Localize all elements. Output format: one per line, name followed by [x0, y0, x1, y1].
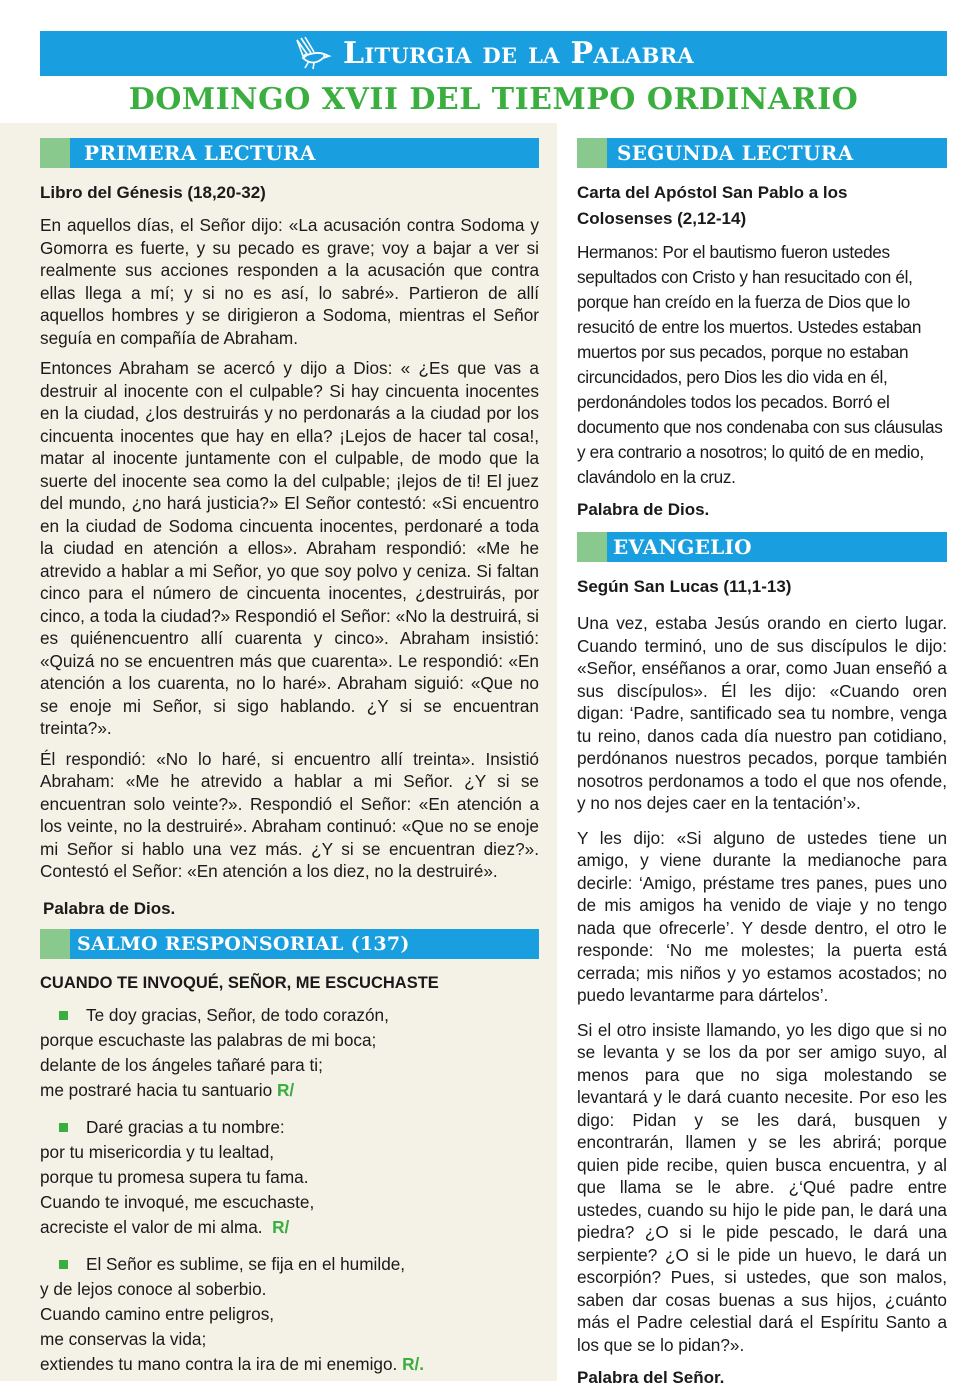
psalm-verse-line: Te doy gracias, Señor, de todo corazón, [86, 1004, 389, 1025]
primera-lectura-header [40, 138, 539, 168]
psalm-verse-line: El Señor es sublime, se fija en el humilde, [86, 1253, 406, 1274]
psalm-verse-line: delante de los ángeles tañaré para ti; [40, 1054, 323, 1075]
right-column [577, 138, 947, 1398]
evangelio-header [577, 532, 947, 562]
page-title: Liturgia de la Palabra [343, 36, 694, 71]
evangelio-title: EVANGELIO [607, 532, 947, 562]
segunda-lectura-paragraph: Hermanos: Por el bautismo fueron ustedes sepultados con Cristo y han resucitado con él, porque han creído en la fuerza de Dios que lo resucitó de entre los muertos. Ustedes estaban muertos por sus pecados, porque no estaban circuncidados, pero Dios les dio vida en él, perdonándoles todos los pecados. Borró el documento que nos condenaba con sus cláusulas y era contrario a nosotros; lo quitó de en medio, clavándolo en la cruz. [577, 242, 943, 487]
salmo-title: SALMO RESPONSORIAL (137) [70, 929, 539, 959]
primera-lectura-closing: Palabra de Dios. [43, 898, 176, 918]
evangelio-paragraph: Y les dijo: «Si alguno de ustedes tiene un amigo, y viene durante la medianoche para decirle: ‘Amigo, préstame tres panes, pues uno de mis amigos ha venido de viaje y no tengo nada que ofrecerle’. Y desde dentro, el otro le responde: ‘No me molestes; la puerta está cerrada; mis niños y yo estamos acostados; no puedo levantarme para dártelos’. [577, 827, 947, 1005]
header-green-block [577, 532, 607, 562]
salmo-stanza [40, 1115, 539, 1240]
psalm-response-marker: R/ [272, 1216, 290, 1237]
segunda-lectura-title: SEGUNDA LECTURA [607, 138, 947, 168]
page-subtitle: DOMINGO XVII DEL TIEMPO ORDINARIO [128, 82, 859, 117]
psalm-verse-line: Daré gracias a tu nombre: [86, 1116, 285, 1137]
primera-lectura-paragraph: Él respondió: «No lo haré, si encuentro allí treinta». Insistió Abraham: «Me he atrevido a hablar a mi Señor. ¿Y si se encuentran solo veinte?». Respondió el Señor: «En atención a los veinte, no la destruiré». Abraham continuó: «Que no se enoje mi Señor si hablo una vez más. ¿Y si se encuentran diez?». Contestó el Señor: «En atención a los diez, no la destruiré». [40, 748, 539, 881]
psalm-response-marker: R/. [402, 1353, 425, 1374]
psalm-verse-line: me conservas la vida; [40, 1328, 207, 1349]
primera-lectura-reference: Libro del Génesis (18,20-32) [40, 183, 266, 202]
segunda-lectura-closing: Palabra de Dios. [577, 500, 710, 519]
salmo-antiphon: CUANDO TE INVOQUÉ, SEÑOR, ME ESCUCHASTE [40, 973, 439, 992]
primera-lectura-title: PRIMERA LECTURA [70, 138, 539, 168]
header-green-block [40, 138, 70, 168]
header-green-block [577, 138, 607, 168]
psalm-verse-line: y de lejos conoce al soberbio. [40, 1278, 267, 1299]
evangelio-reference: Según San Lucas (11,1-13) [577, 577, 792, 596]
title-banner [40, 31, 947, 76]
square-bullet-icon [59, 1011, 68, 1020]
psalm-verse-line: porque tu promesa supera tu fama. [40, 1166, 309, 1187]
psalm-verse-line: Cuando camino entre peligros, [40, 1303, 275, 1324]
salmo-header [40, 929, 539, 959]
psalm-verse-line: acreciste el valor de mi alma. [40, 1216, 263, 1237]
primera-lectura-paragraph: Entonces Abraham se acercó y dijo a Dios: « ¿Es que vas a destruir al inocente con el culpable? Si hay cincuenta inocentes en la ciudad, ¿los destruirás y no perdonarás a la ciudad por los cincuenta inocentes que hay en ella? ¡Lejos de hacer tal cosa!, matar al inocente juntamente con el culpable, de modo que la suerte del inocente sea como la del culpable; ¡lejos de ti! El juez del mundo, ¿no hará justicia?» El Señor contestó: «Si encuentro en la ciudad de Sodoma cincuenta inocentes, perdonaré a toda la ciudad en atención a ellos». Abraham respondió: «Me he atrevido a hablar a mi Señor, yo que soy polvo y ceniza. Si faltan cinco para el número de cincuenta inocentes, ¿destruirás, por cinco, a toda la ciudad?» Respondió el Señor: «No la destruirá, si es quiénencuentro allí cuarenta y cinco». Abraham insistió: «Quizá no se encuentren más que cuarenta». Le respondió: «En atención a los cuarenta, no lo haré». Abraham siguió: «Que no se enoje mi Señor, si sigo hablando. ¿Y si se encuentran treinta?». [40, 358, 539, 738]
square-bullet-icon [59, 1260, 68, 1269]
header-green-block [40, 929, 70, 959]
salmo-stanza [40, 1003, 539, 1103]
psalm-response-marker: R/ [276, 1079, 295, 1100]
psalm-verse-line: porque escuchaste las palabras de mi boca; [40, 1029, 377, 1050]
square-bullet-icon [59, 1123, 68, 1132]
psalm-verse-line: por tu misericordia y tu lealtad, [40, 1141, 275, 1162]
psalm-verse-line: me postraré hacia tu santuario [40, 1079, 273, 1100]
evangelio-paragraph: Una vez, estaba Jesús orando en cierto lugar. Cuando terminó, uno de sus discípulos le dijo: «Señor, enséñanos a orar, como Juan enseñó a sus discípulos». Él les dijo: «Cuando oren digan: ‘Padre, santificado sea tu nombre, venga tu reino, danos cada día nuestro pan cotidiano, perdónanos nuestros pecados, porque también nosotros perdonamos a todo el que nos ofende, y no nos dejes caer en la tentación’». [577, 613, 947, 813]
primera-lectura-paragraph: En aquellos días, el Señor dijo: «La acusación contra Sodoma y Gomorra es fuerte, y su pecado es grave; voy a bajar a ver si realmente sus acciones responden a la acusación que contra ellas llega a mí; y si no es así, lo sabré». Partieron de allí aquellos hombres y se dirigieron a Sodoma, mientras el Señor seguía en compañía de Abraham. [40, 215, 539, 348]
left-column [40, 138, 539, 1386]
evangelio-closing: Palabra del Señor. [577, 1368, 725, 1387]
evangelio-paragraph: Si el otro insiste llamando, yo les digo que si no se levanta y se los da por ser amigo suyo, al menos para que no siga molestando se levantará y le dará cuanto necesite. Por eso les digo: Pidan y se les dará, busquen y encontrarán, llamen y se les abrirá; porque quien pide recibe, quien busca encuentra, y al que llama se le abre. ¿‘Qué padre entre ustedes, cuando su hijo le pide pan, le dará una piedra? ¿O si le pide pescado, le dará una serpiente? ¿O si le pide un huevo, le dará un escorpión? Pues, si ustedes, que son malos, saben dar cosas buenas a sus hijos, ¿cuánto más el Padre celestial dará el Espíritu Santo a los que se lo pidan?». [577, 1019, 947, 1355]
segunda-lectura-header [577, 138, 947, 168]
dove-icon [293, 34, 333, 74]
psalm-verse-line: Cuando te invoqué, me escuchaste, [40, 1191, 315, 1212]
psalm-verse-line: extiendes tu mano contra la ira de mi enemigo. [40, 1353, 398, 1374]
segunda-lectura-reference: Carta del Apóstol San Pablo a los Colosenses (2,12-14) [577, 183, 848, 228]
salmo-stanza [40, 1252, 539, 1377]
